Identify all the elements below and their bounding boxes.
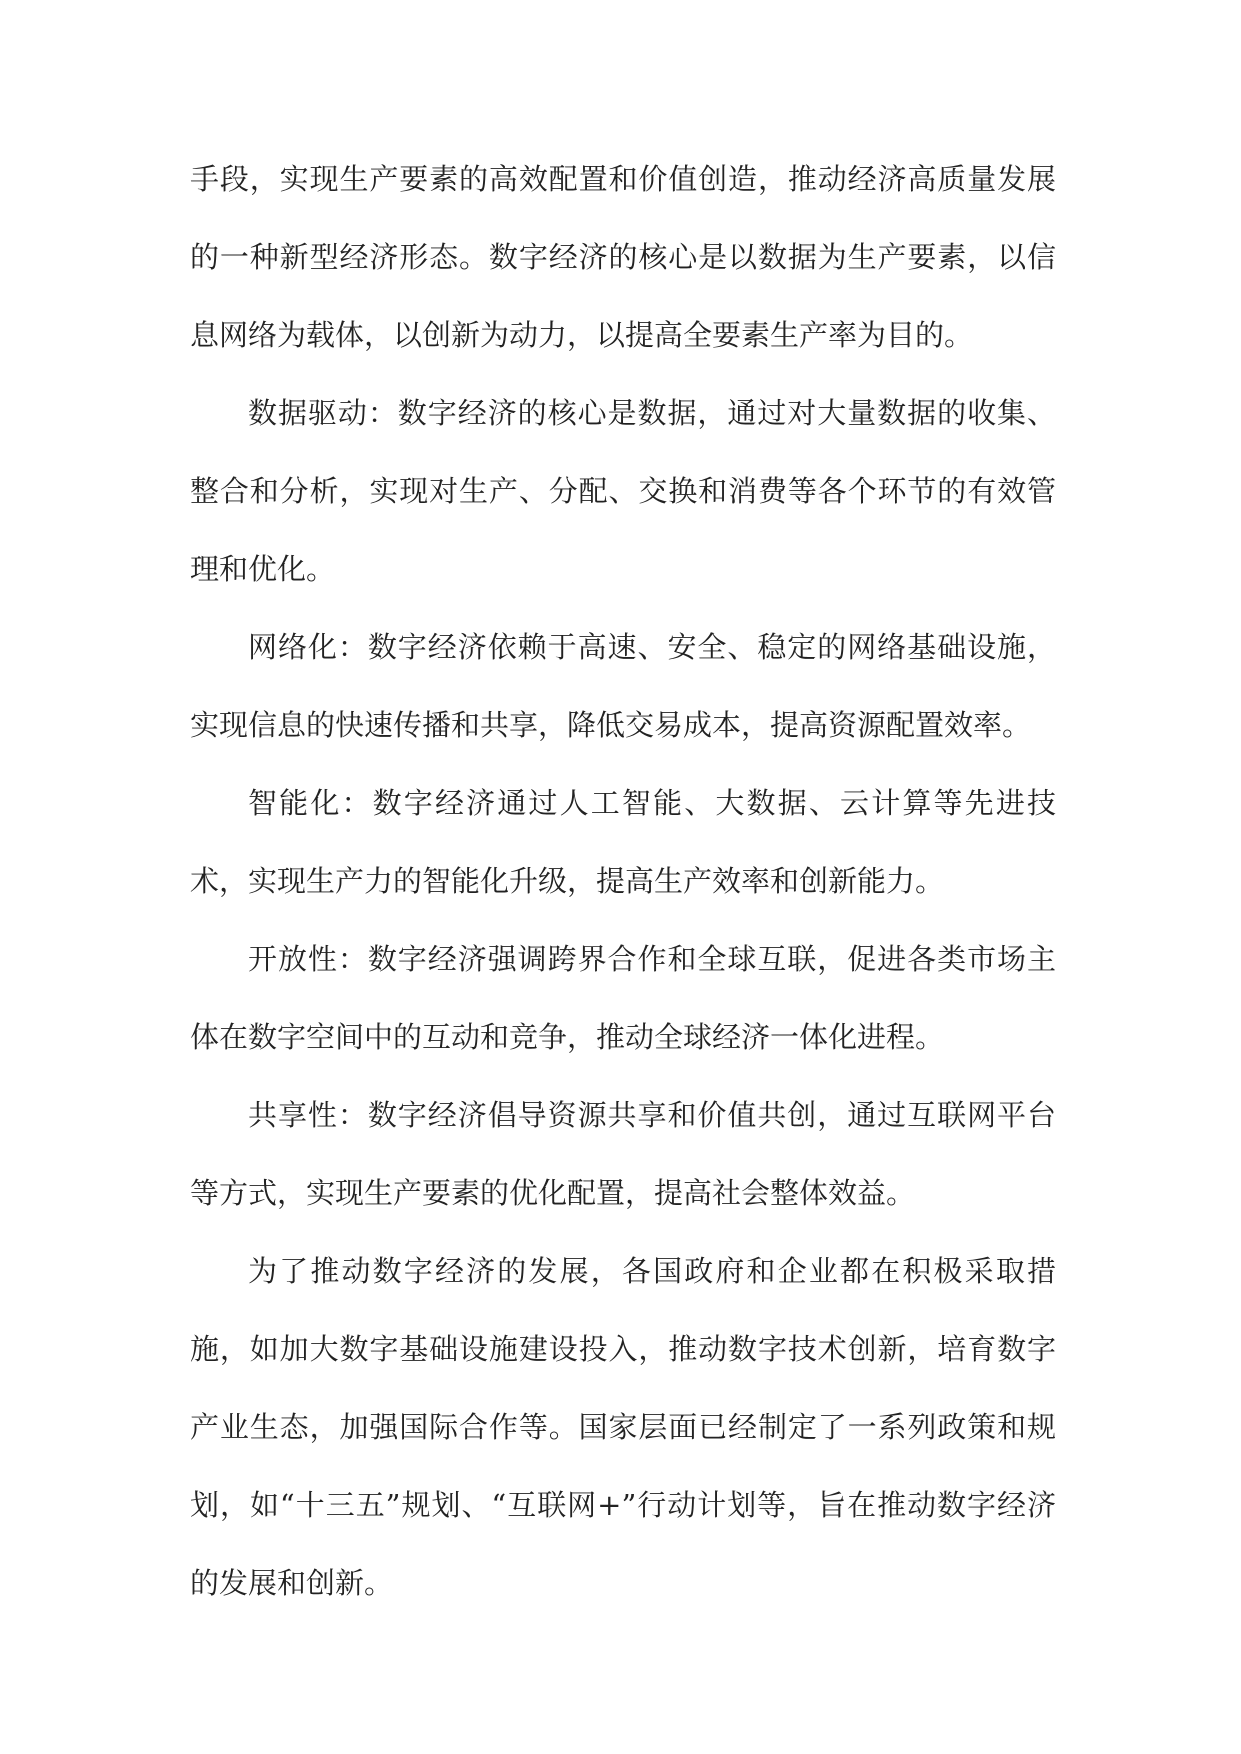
paragraph-sharing: 共享性：数字经济倡导资源共享和价值共创，通过互联网平台等方式，实现生产要素的优化配置，提高社会整体效益。 [190,1098,1056,1210]
paragraph-networked: 网络化：数字经济依赖于高速、安全、稳定的网络基础设施，实现信息的快速传播和共享，降低交易成本，提高资源配置效率。 [190,630,1056,742]
document-body [190,140,1056,1622]
paragraph-data-driven: 数据驱动：数字经济的核心是数据，通过对大量数据的收集、整合和分析，实现对生产、分配、交换和消费等各个环节的有效管理和优化。 [190,396,1056,586]
paragraph-intelligent: 智能化：数字经济通过人工智能、大数据、云计算等先进技术，实现生产力的智能化升级，提高生产效率和创新能力。 [190,786,1056,898]
paragraph-openness: 开放性：数字经济强调跨界合作和全球互联，促进各类市场主体在数字空间中的互动和竞争，推动全球经济一体化进程。 [190,942,1056,1054]
paragraph-continuation: 手段，实现生产要素的高效配置和价值创造，推动经济高质量发展的一种新型经济形态。数字经济的核心是以数据为生产要素，以信息网络为载体，以创新为动力，以提高全要素生产率为目的。 [190,162,1056,352]
paragraph-policy: 为了推动数字经济的发展，各国政府和企业都在积极采取措施，如加大数字基础设施建设投入，推动数字技术创新，培育数字产业生态，加强国际合作等。国家层面已经制定了一系列政策和规划，如“十三五”规划、“互联网+”行动计划等，旨在推动数字经济的发展和创新。 [190,1254,1056,1600]
